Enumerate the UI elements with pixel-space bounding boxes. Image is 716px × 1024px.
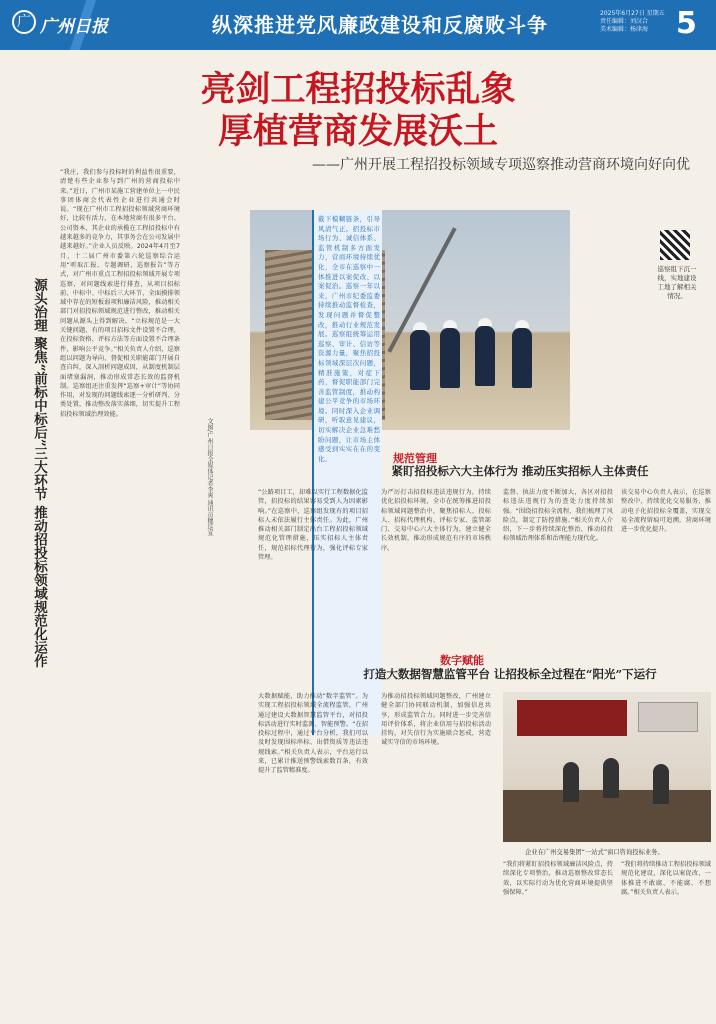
- photo-credit: 文图/广州日报全媒体记者李爽 通讯员穗巡宣: [206, 418, 213, 536]
- issue-meta: [600, 10, 665, 34]
- article-column-d: 该交易中心负责人表示，在巡察整改中，持续优化交易服务，推动电子化招投标全覆盖，实现交易全流程留痕可追溯，营商环境进一步优化提升。: [621, 489, 711, 534]
- vertical-section-heading: 源头治理 聚焦“前标中标后”三大环节 推动招投标领域规范化运作: [31, 278, 47, 668]
- construction-site-photo: [250, 210, 570, 430]
- issue-date: 2025年6月27日 星期五: [600, 10, 665, 17]
- inspector-figure: [440, 328, 460, 388]
- headline-line-1: 亮剑工程招投标乱象: [200, 69, 516, 110]
- article-column-c: 监督、执法力度不断加大，各区对招投标违法违规行为的查处力度持续加强。“围绕招投标全流程，我们梳理了风险点，制定了防控措施。”相关负责人介绍，下一步将持续深化整治，推动招投标领域治理体系和治理能力现代化。: [503, 489, 613, 543]
- photo-2-caption: 企业在广州交易集团“一站式”窗口咨询投标业务。: [525, 849, 664, 856]
- staff-figure: [603, 758, 619, 798]
- art-editor-line: 美术编辑：杨津海: [600, 26, 649, 33]
- helmet-icon: [413, 322, 427, 330]
- article-column-h: “我们将持续推动工程招投标领域规范化建设，深化以案促改，一体推进不敢腐、不能腐、不想腐。”相关负责人表示。: [621, 861, 711, 896]
- display-screen: [638, 702, 698, 732]
- section-2-headline: 打造大数据智慧监管平台 让招投标全过程在“阳光”下运行: [363, 667, 657, 681]
- hall-sign: [517, 700, 627, 736]
- article-column-f: 为推动招投标领域问题整改，广州建立健全部门协同联动机制，加强信息共享，形成监管合力。同时进一步完善信用评价体系，将企业信用与招投标活动挂钩，对失信行为实施联合惩戒，营造诚实守信的市场环境。: [381, 693, 491, 747]
- section-2-kicker: 数字赋能: [440, 654, 484, 667]
- section-1-headline: 紧盯招投标六大主体行为 推动压实招标人主体责任: [391, 464, 649, 478]
- article-column-b: 为严厉打击招投标违法违规行为，持续优化招投标环境，全市在统筹推进招投标领域问题整治中，聚焦招标人、投标人、招标代理机构、评标专家、监管部门、交易中心六大主体行为，建立健全长效机制，推动形成规范有序的市场秩序。: [381, 489, 491, 552]
- article-column-g: “我们将紧盯招投标领域廉洁风险点，持续深化专项整治，推动巡察整改常态长效，以实际行动为优化营商环境提供坚强保障。”: [503, 861, 613, 896]
- masthead-title: 广州日报: [40, 17, 108, 37]
- article-column-a: “公路项目工，却难以实行工程数据化监管，招投标的结果容易受到人为因素影响。”在巡察中，巡察组发现有的项目招标人未依法履行主体责任。为此，广州推动相关部门制定出台工程招投标领域规范化管理措施，压实招标人主体责任，规范招标代理行为，强化评标专家管理。: [258, 489, 368, 562]
- qr-code-icon: [660, 230, 690, 260]
- sidebar-text: 截下模糊链条，引导风清气正。招投标市场行为、诚信体系、监管机制多方面发力，营商环境持续优化，全市在巡察中一体推进以案促改、以案促治。巡察一年以来，广州市纪委监委持续推动监督检查，发现问题并督促整改，推动行业规范发展。巡察组统筹运用巡察、审计、信访等资源力量，聚焦招投标领域深层次问题，精准施策，对症下药，督促职能部门完善监管制度，推动构建公平竞争的市场环境。同时深入企业调研，听取意见建议，切实解决企业急难愁盼问题，让市场主体感受到实实在在的变化。: [318, 215, 380, 463]
- section-1-kicker: 规范管理: [393, 452, 437, 465]
- inspector-figure: [475, 326, 495, 386]
- headline-subtitle: ——广州开展工程招投标领域专项巡察推动营商环境向好向优: [312, 157, 690, 173]
- helmet-icon: [515, 320, 529, 328]
- helmet-icon: [478, 318, 492, 326]
- photo-note: 巡察组下沉一线，实地建设工地了解相关情况。: [657, 265, 697, 300]
- headline-line-2: 厚植营商发展沃土: [217, 111, 498, 152]
- page-header: [0, 0, 716, 50]
- visitor-figure: [653, 764, 669, 804]
- page-number: 5: [676, 6, 697, 41]
- editor-line: 责任编辑：刘汉合: [600, 18, 649, 25]
- article-column-e: 大数据赋能，助力推动“数字监管”。为实现工程招投标领域全流程监管，广州通过建设大数据智慧监管平台，对招投标活动进行实时监测、智能预警。“在招投标过程中，通过平台分析，我们可以及时发现围标串标、出借资质等违法违规线索。”相关负责人表示，平台运行以来，已累计推送预警线索数百条，有效提升了监管精准度。: [258, 693, 368, 775]
- newspaper-logo-icon: 广: [12, 10, 36, 34]
- visitor-figure: [563, 762, 579, 802]
- helmet-icon: [443, 320, 457, 328]
- service-hall-photo: [503, 692, 711, 842]
- inspector-figure: [512, 328, 532, 388]
- section-banner: 纵深推进党风廉政建设和反腐败斗争: [212, 13, 548, 37]
- article-column-1: “我庄，我们参与投标时的利益性很重要，清楚有些企业参与到广州的营商投标中来。”近日，广州市某施工营建单位上一中民事团体商会代表性企业进行共通会时说。“现在广州市工程招投标领域营商环境好，比较有活力，在本地营商有很多平台、公司资本，其企业的承揽在工程招投标中有越来越多的竞争力，其事务会在公司发展中越来越好。”企业人员反映。2024年4月至7月，十二届广州市委第六轮巡察综合运用“听取汇报、专题调研、巡察报告”等方式，对广州市重点工程招投标领域开展专项巡察，对问题线索进行排查，从项目招标前、中标中、中标后三大环节，全面摸排领域中存在的短板弱项和廉洁风险，推动相关部门对招投标领域规范进行整改，推动相关问题从源头上得到解决。“立标规范是一大关键问题，有的项目招标文件设置不合理，在投标资格、评标方法等方面设置不合理条件，影响公平竞争。”相关负责人介绍，巡察组以问题为导向，督促相关职能部门开展自查自纠，深入剖析问题成因，从制度机制层面堵塞漏洞，推动形成常态长效的监督机制。巡察组还注重发挥“巡察+审计”等协同作用，对发现的问题线索逐一分析研判、分类处置，推动整改落实落细，切实提升工程招投标领域治理效能。: [60, 169, 180, 418]
- inspector-figure: [410, 330, 430, 390]
